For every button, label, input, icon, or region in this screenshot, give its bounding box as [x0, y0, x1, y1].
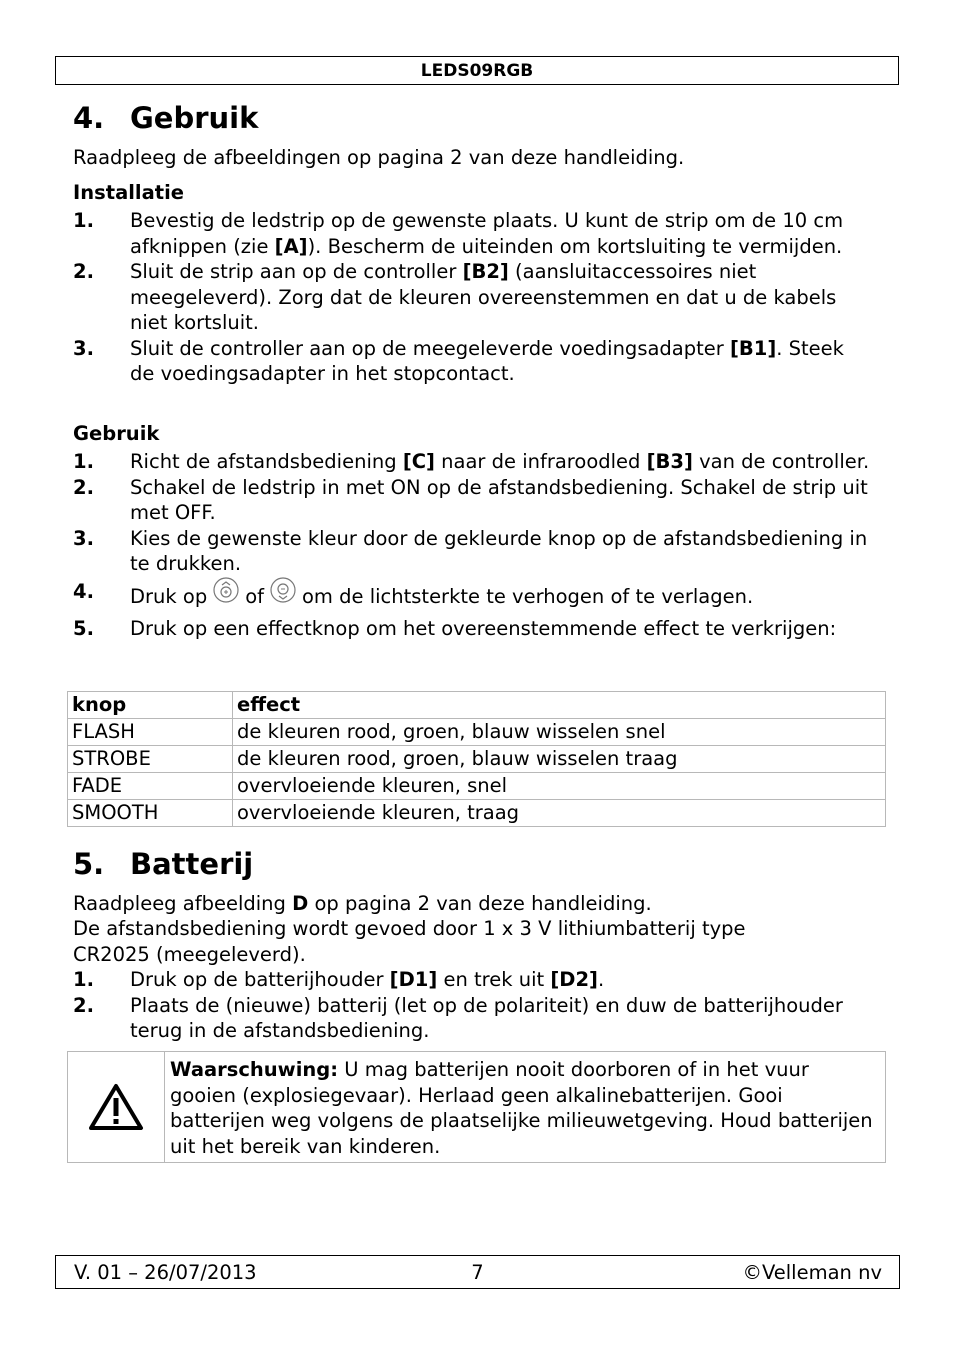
table-row: FADE overvloeiende kleuren, snel [68, 773, 886, 800]
warning-triangle-icon [68, 1052, 165, 1162]
installatie-list [73, 208, 873, 387]
section-5-heading [73, 847, 253, 881]
section-number: 5. [73, 847, 105, 881]
table-row: STROBE de kleuren rood, groen, blauw wisselen traag [68, 746, 886, 773]
list-item: 3. Kies de gewenste kleur door de gekleurde knop op de afstandsbediening in te drukken. [73, 526, 868, 575]
figure-ref: [A] [274, 234, 308, 258]
section-number: 4. [73, 101, 105, 135]
figure-ref: [B1] [730, 336, 777, 360]
list-item: 2. Sluit de strip aan op de controller [B2] (aansluitaccessoires niet meegeleverd). Zorg dat de kleuren overeenstemmen en dat u de kabels niet kortsluit. [73, 260, 837, 334]
brightness-up-icon [211, 577, 241, 616]
warning-text: Waarschuwing: U mag batterijen nooit doorboren of in het vuur gooien (explosiegevaar). Herlaad geen alkalinebatterijen. Gooi batterijen weg volgens de plaatselijke milieuwetgeving. Houd batterijen uit het bereik van kinderen. [170, 1058, 873, 1158]
table-header-row [68, 692, 886, 719]
table-header-effect: effect [233, 692, 886, 719]
footer-version: V. 01 – 26/07/2013 [74, 1261, 257, 1284]
section-5-line-2: De afstandsbediening wordt gevoed door 1 x 3 V lithiumbatterij type [73, 917, 746, 940]
figure-ref: [B3] [646, 450, 693, 473]
warning-label: Waarschuwing: [170, 1058, 339, 1081]
list-item: 5. Druk op een effectknop om het overeenstemmende effect te verkrijgen: [73, 616, 837, 640]
section-5-line-3: CR2025 (meegeleverd). [73, 943, 306, 966]
list-item: 1. Druk op de batterijhouder [D1] en trek uit [D2]. [73, 968, 605, 991]
list-item: 3. Sluit de controller aan op de meegeleverde voedingsadapter [B1]. Steek de voedingsadapter in het stopcontact. [73, 336, 844, 385]
warning-box [67, 1051, 886, 1163]
effect-table [67, 691, 886, 827]
figure-ref: [B2] [462, 260, 509, 283]
model-code: LEDS09RGB [420, 61, 534, 81]
figure-ref: [D1] [389, 968, 438, 991]
list-item: 4. Druk op of om de lichtsterkte te verhogen of te verlagen. [73, 577, 873, 616]
list-item: 1. Bevestig de ledstrip op de gewenste plaats. U kunt de strip om de 10 cm afknippen (zie [A]). Bescherm de uiteinden om kortsluiting te vermijden. [73, 209, 844, 258]
figure-ref: [C] [402, 450, 435, 473]
footer-copyright: ©Velleman nv [742, 1261, 882, 1284]
batterij-list [73, 967, 873, 1044]
gebruik-list [73, 449, 873, 641]
section-4-intro: Raadpleeg de afbeeldingen op pagina 2 van deze handleiding. [73, 146, 685, 169]
figure-ref: D [292, 892, 309, 915]
table-row: FLASH de kleuren rood, groen, blauw wisselen snel [68, 719, 886, 746]
section-title: Batterij [130, 847, 254, 881]
page-footer [55, 1255, 900, 1289]
gebruik-heading: Gebruik [73, 422, 160, 445]
footer-page-number: 7 [471, 1261, 484, 1284]
figure-ref: [D2] [550, 968, 598, 991]
page-header [55, 56, 899, 85]
list-item: 2. Plaats de (nieuwe) batterij (let op de polariteit) en duw de batterijhouder terug in de afstandsbediening. [73, 993, 843, 1042]
section-title: Gebruik [130, 101, 259, 135]
installatie-heading: Installatie [73, 181, 184, 204]
brightness-down-icon [268, 577, 298, 616]
list-item: 2. Schakel de ledstrip in met ON op de afstandsbediening. Schakel de strip uit met OFF. [73, 475, 868, 524]
list-item: 1. Richt de afstandsbediening [C] naar de infraroodled [B3] van de controller. [73, 450, 870, 473]
section-5-line-1: Raadpleeg afbeelding D op pagina 2 van deze handleiding. [73, 892, 652, 915]
table-header-knop: knop [68, 692, 233, 719]
table-row: SMOOTH overvloeiende kleuren, traag [68, 800, 886, 827]
section-4-heading [73, 101, 258, 135]
